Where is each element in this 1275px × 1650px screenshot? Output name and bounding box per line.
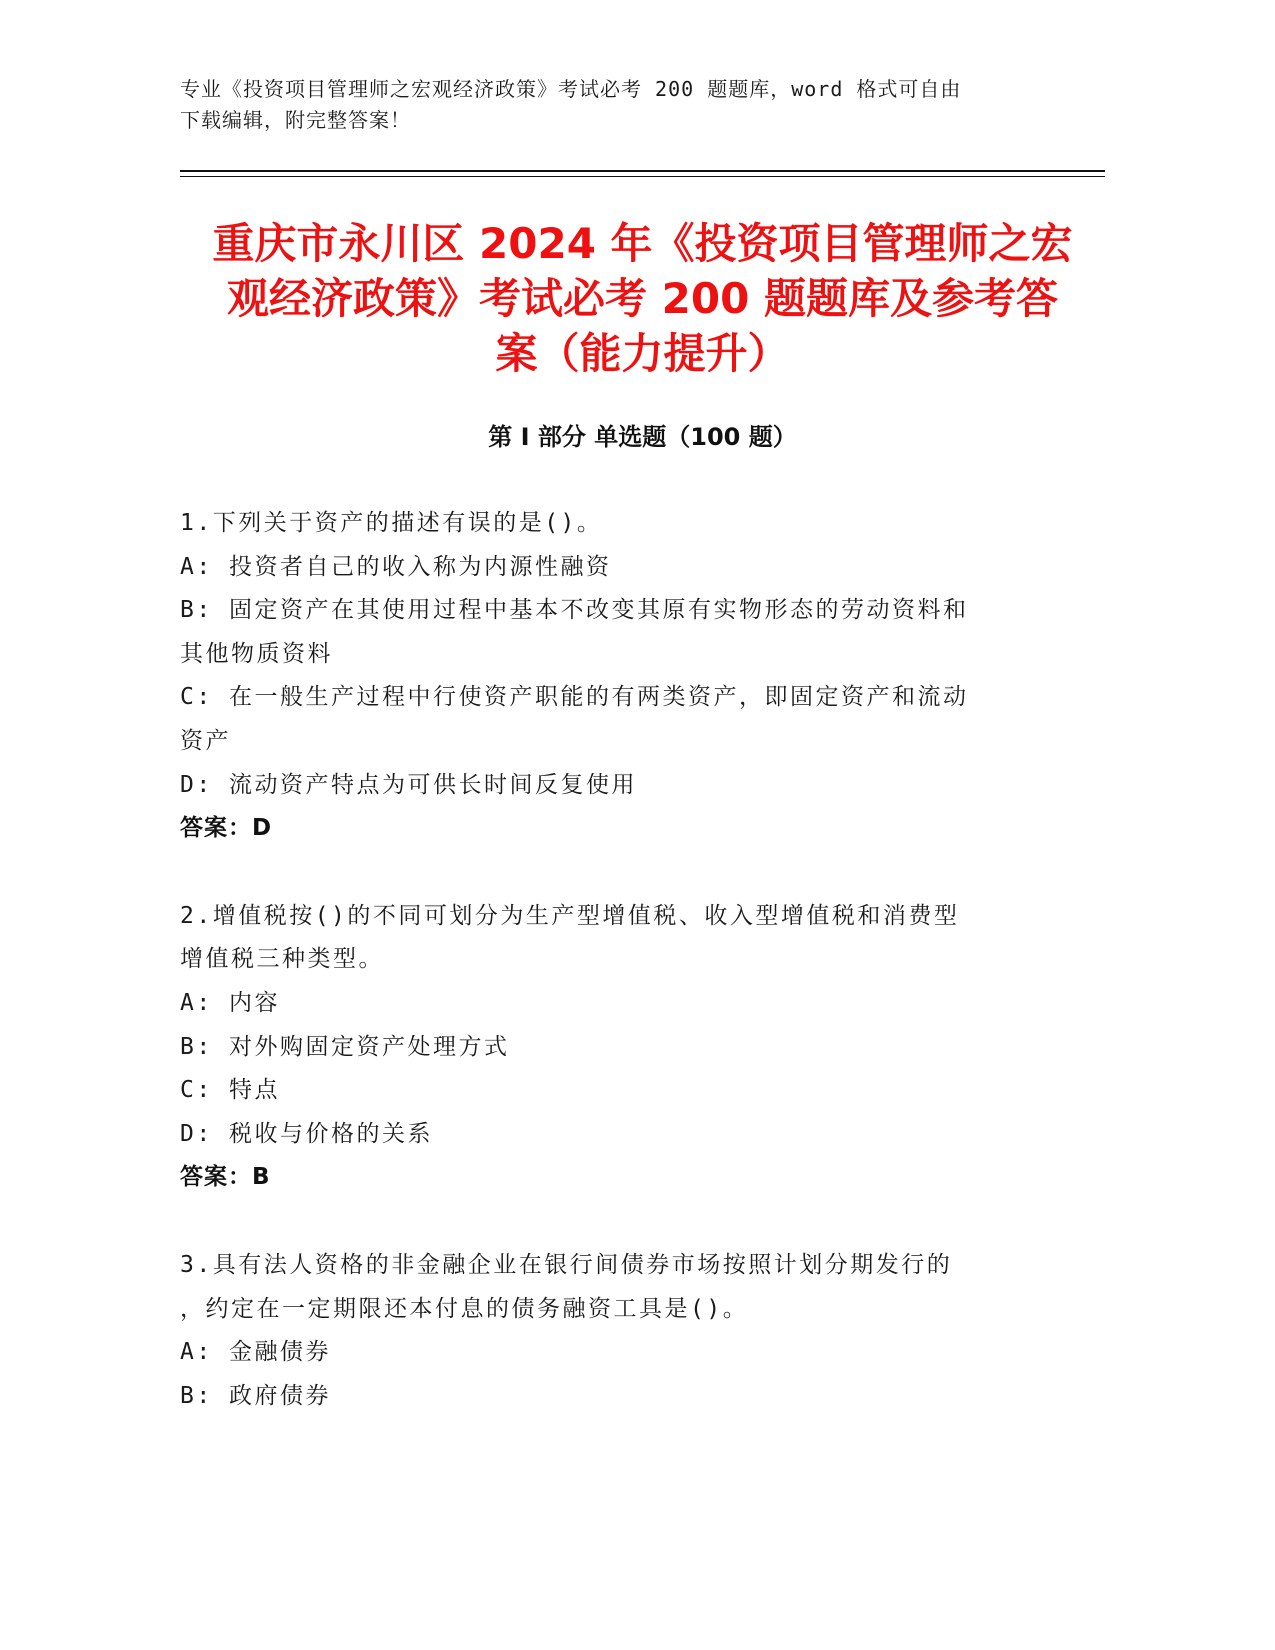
option-line: C: 在一般生产过程中行使资产职能的有两类资产，即固定资产和流动 [180,684,969,711]
header-note [180,74,1040,136]
header-divider-thin [180,176,1105,177]
question-stem: ，约定在一定期限还本付息的债务融资工具是()。 [180,1295,749,1322]
answer-line: 答案：D [180,815,273,842]
option-line: B: 对外购固定资产处理方式 [180,1033,510,1060]
section-heading: 第 I 部分 单选题（100 题） [488,423,797,451]
answer-line: 答案：B [180,1164,271,1191]
option-line: A: 投资者自己的收入称为内源性融资 [180,553,612,580]
question-stem: 1.下列关于资产的描述有误的是()。 [180,510,603,536]
question-item [180,502,1040,851]
option-line: D: 税收与价格的关系 [180,1120,434,1147]
document-title [170,216,1115,381]
question-item [180,895,1040,1200]
header-note-line: 专业《投资项目管理师之宏观经济政策》考试必考 200 题题库，word 格式可自由 [180,77,962,101]
option-line: D: 流动资产特点为可供长时间反复使用 [180,771,638,798]
question-list [180,502,1040,1462]
question-stem: 增值税三种类型。 [180,946,384,973]
option-line: B: 固定资产在其使用过程中基本不改变其原有实物形态的劳动资料和 [180,597,969,624]
option-line: B: 政府债券 [180,1382,332,1409]
document-title-line: 案（能力提升） [495,329,790,378]
option-line: A: 金融债券 [180,1339,332,1366]
option-line: C: 特点 [180,1077,281,1104]
question-stem: 3.具有法人资格的非金融企业在银行间债券市场按照计划分期发行的 [180,1251,953,1278]
document-title-line: 观经济政策》考试必考 200 题题库及参考答 [227,274,1058,323]
header-note-line: 下载编辑，附完整答案！ [180,108,411,132]
question-stem: 2.增值税按()的不同可划分为生产型增值税、收入型增值税和消费型 [180,902,960,929]
header-divider-thick [180,170,1105,172]
document-title-line: 重庆市永川区 2024 年《投资项目管理师之宏 [212,219,1073,268]
option-line: 资产 [180,727,231,754]
option-line: A: 内容 [180,989,281,1016]
option-line: 其他物质资料 [180,640,333,667]
question-item [180,1244,1040,1418]
